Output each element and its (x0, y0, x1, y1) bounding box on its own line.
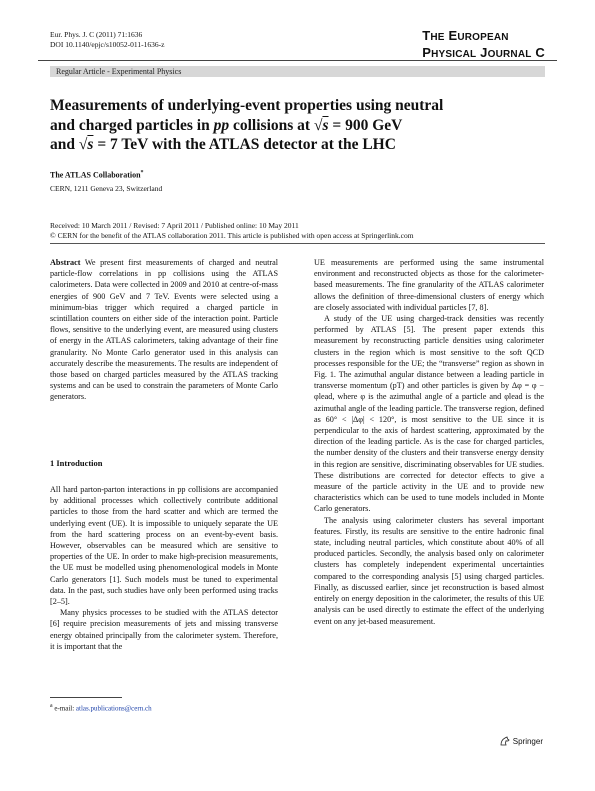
publisher-name: Springer (512, 737, 543, 746)
section-divider (50, 243, 545, 244)
affiliation: CERN, 1211 Geneva 23, Switzerland (50, 184, 163, 193)
section-heading-introduction: 1 Introduction (50, 458, 103, 468)
citation-line: Eur. Phys. J. C (2011) 71:1636 (50, 30, 143, 39)
abstract (50, 257, 278, 403)
journal-name-line2: PHYSICAL JOURNAL C (422, 45, 545, 60)
right-paragraph-3: The analysis using calorimeter clusters has several important features. Firstly, its results are sensitive to the entire hadronic final state, including neutral particles, which constitute about 40% of all produced particles. Secondly, the analysis based only on calorimeter clusters has completely independent experimental uncertainties compared to the corresponding analysis [5] using charged particles. Finally, as discussed earlier, since jet reconstruction is based almost entirely on energy deposition in the calorimeter, the results of this UE analysis can be used directly to estimate the effect of the underlying event on any jet-based measurement. (314, 515, 544, 626)
sqrt-symbol: √ (78, 136, 88, 153)
author-footnote-mark: * (140, 170, 144, 176)
journal-citation (50, 30, 164, 50)
right-column-body (314, 257, 544, 627)
title-line-2: and charged particles in pp collisions at √s = 900 GeV (50, 116, 403, 134)
title-line-3: and √s = 7 TeV with the ATLAS detector at the LHC (50, 136, 396, 153)
abstract-label: Abstract (50, 258, 81, 267)
publication-history (50, 221, 414, 241)
sqrt-symbol: √ (313, 116, 323, 134)
right-paragraph-2: A study of the UE using charged-track densities was recently performed by ATLAS [5]. The present paper extends this measurement by reconstructing particle densities using calorimeter clusters in the region which is most sensitive to the soft QCD processes responsible for the UE; the “transverse” region as shown in Fig. 1. The azimuthal angular distance between a leading particle in transverse momentum (pT) and other particles is given by Δφ = φ − φlead, where φ is the azimuthal angle of a particle and φlead is the azimuthal angle of the leading particle. The transverse region, defined as 60° < |Δφ| < 120°, is most sensitive to the UE since it is perpendicular to the axis of hardest scattering, approximated by the direction of the leading particle. As is the case for charged particles, the number density of the clusters and their transverse energy density in this region are sensitive, discriminating observables for UE studies. These distributions are corrected for detector effects to give a measure of the particle activity in the UE and to provide new characteristics which can be used to tune models included in Monte Carlo generators. (314, 314, 544, 514)
introduction-body (50, 484, 278, 652)
footnote-divider (50, 697, 122, 698)
footnote-mark: a (50, 703, 53, 709)
title-line-1: Measurements of underlying-event properties using neutral (50, 97, 444, 114)
header-divider (38, 60, 557, 61)
received-dates: Received: 10 March 2011 / Revised: 7 April 2011 / Published online: 10 May 2011 (50, 221, 299, 230)
authors: The ATLAS Collaboration* (50, 170, 144, 180)
intro-paragraph-1: All hard parton-parton interactions in pp collisions are accompanied by additional processes which collectively contribute additional particles to those from the hard scatter and which are termed the underlying event (UE). It is impossible to uniquely separate the UE from the hard scattering process on an event-by-event basis. However, observables can be measured which are sensitive to properties of the UE. In order to make high-precision measurements, the UE must be modelled using phenomenological models in Monte Carlo generators [1]. Such models must be tuned to experimental data. In the past, such studies have only been performed using tracks [2–5]. (50, 485, 278, 607)
journal-name (422, 28, 545, 62)
article-type-band: Regular Article - Experimental Physics (50, 66, 545, 77)
paper-title (50, 96, 470, 155)
publisher-logo (499, 736, 543, 747)
email-link[interactable]: atlas.publications@cern.ch (75, 704, 152, 713)
footnote: $^a$ e-mail: atlas.publications@cern.ch (50, 703, 152, 713)
right-paragraph-1: UE measurements are performed using the same instrumental environment and reconstructed objects as those for the calorimeter-based measurements. The fine granularity of the ATLAS calorimeter allows the definition of three-dimensional clusters of energy which are closely associated with individual particles [7, 8]. (314, 258, 544, 312)
abstract-text: We present first measurements of charged and neutral particle-flow correlations in pp collisions using the ATLAS calorimeters. Data were collected in 2009 and 2010 at centre-of-mass energies of 900 GeV and 7 TeV. Events were selected using a minimum-bias trigger which required a charged particle in scintillation counters on either side of the interaction point. Particle flows, sensitive to the underlying event, are measured using clusters of energy in the ATLAS calorimeters, taking advantage of their fine granularity. No Monte Carlo generator used in this analysis can accurately describe the measurements. The results are independent of those based on charged particles measured by the ATLAS tracking systems and can be used to constrain the parameters of Monte Carlo generators. (50, 258, 278, 402)
intro-paragraph-2: Many physics processes to be studied with the ATLAS detector [6] require precision measurements of jets and missing transverse energy obtained principally from the calorimeter system. Therefore, it is important that the (50, 608, 278, 651)
copyright-line: © CERN for the benefit of the ATLAS collaboration 2011. This article is published with open access at Springerlink.com (50, 231, 414, 240)
springer-horse-icon (499, 736, 510, 747)
journal-name-line1: THE EUROPEAN (422, 28, 509, 43)
doi-line: DOI 10.1140/epjc/s10052-011-1636-z (50, 40, 165, 49)
